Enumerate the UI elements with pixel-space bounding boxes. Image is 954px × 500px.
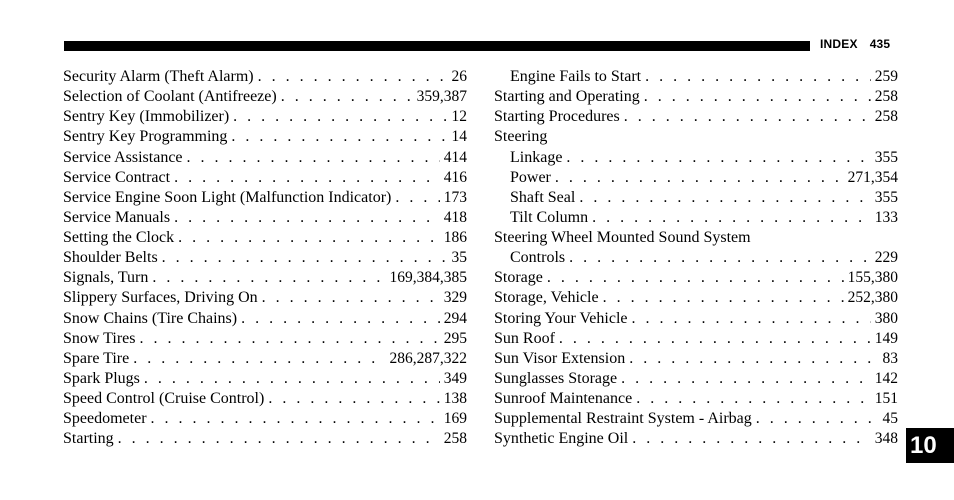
index-entry [63, 127, 467, 147]
entry-pages: 83 [882, 349, 898, 367]
dot-leader [118, 429, 440, 449]
dot-leader [632, 309, 871, 329]
entry-label: Steering [494, 128, 548, 146]
entry-label: Shaft Seal [510, 188, 576, 206]
index-column-left [63, 67, 467, 449]
index-entry [63, 67, 467, 87]
entry-label: Snow Tires [63, 329, 136, 347]
entry-label: Spark Plugs [63, 369, 140, 387]
index-entry [494, 127, 898, 147]
dot-leader [151, 409, 440, 429]
index-entry [494, 389, 898, 409]
dot-leader [174, 168, 440, 188]
entry-pages: 295 [443, 329, 467, 347]
index-entry [63, 87, 467, 107]
entry-label: Shoulder Belts [63, 249, 158, 267]
dot-leader [268, 389, 439, 409]
entry-pages: 418 [443, 208, 467, 226]
section-title: INDEX [820, 37, 858, 51]
entry-pages: 286,287,322 [389, 349, 467, 367]
dot-leader [152, 268, 385, 288]
entry-pages: 414 [443, 148, 467, 166]
entry-label: Storage [494, 269, 543, 287]
dot-leader [281, 87, 413, 107]
index-entry [494, 107, 898, 127]
entry-label: Sun Roof [494, 329, 555, 347]
entry-label: Linkage [510, 148, 563, 166]
entry-pages: 258 [874, 88, 898, 106]
dot-leader [636, 389, 871, 409]
entry-label: Sunglasses Storage [494, 369, 618, 387]
dot-leader [632, 429, 871, 449]
index-entry [494, 87, 898, 107]
entry-label: Spare Tire [63, 349, 130, 367]
index-entry [494, 168, 898, 188]
page-number: 435 [869, 37, 891, 51]
entry-label: Slippery Surfaces, Driving On [63, 289, 258, 307]
index-entry [63, 208, 467, 228]
entry-label: Sunroof Maintenance [494, 390, 633, 407]
entry-pages: 149 [874, 329, 898, 347]
entry-label: Security Alarm (Theft Alarm) [63, 68, 254, 85]
entry-pages: 252,380 [847, 289, 898, 307]
dot-leader [233, 107, 447, 127]
dot-leader [178, 228, 440, 248]
entry-label: Starting and Operating [494, 88, 640, 106]
entry-pages: 258 [874, 108, 898, 126]
index-entry [494, 349, 898, 369]
dot-leader [162, 248, 448, 268]
entry-pages: 355 [874, 148, 898, 166]
entry-pages: 169 [443, 410, 467, 428]
entry-label: Service Engine Soon Light (Malfunction Indicator) [63, 188, 392, 206]
entry-label: Engine Fails to Start [510, 68, 642, 85]
entry-pages: 359,387 [416, 88, 467, 106]
dot-leader [756, 409, 879, 429]
dot-leader [262, 288, 440, 308]
entry-label: Sentry Key (Immobilizer) [63, 108, 230, 126]
entry-pages: 380 [874, 309, 898, 327]
index-entry [63, 168, 467, 188]
index-entry [63, 309, 467, 329]
index-entry [63, 329, 467, 349]
dot-leader [644, 87, 871, 107]
dot-leader [241, 309, 440, 329]
entry-pages: 142 [874, 369, 898, 387]
index-entry [494, 369, 898, 389]
entry-pages: 329 [443, 289, 467, 307]
index-entry [63, 268, 467, 288]
entry-pages: 151 [874, 390, 898, 407]
entry-pages: 186 [443, 229, 467, 246]
entry-pages: 14 [451, 128, 467, 146]
entry-label: Snow Chains (Tire Chains) [63, 309, 238, 327]
entry-label: Starting Procedures [494, 108, 620, 126]
dot-leader [569, 248, 871, 268]
index-entry [494, 208, 898, 228]
index-entry [63, 288, 467, 308]
index-column-right [494, 67, 898, 449]
entry-pages: 35 [451, 249, 467, 267]
index-entry [494, 409, 898, 429]
entry-pages: 155,380 [847, 269, 898, 287]
index-entry [494, 228, 898, 248]
index-entry [63, 389, 467, 409]
index-entry [494, 148, 898, 168]
entry-pages: 12 [451, 108, 467, 126]
entry-pages: 45 [882, 410, 898, 428]
entry-label: Service Manuals [63, 208, 171, 226]
entry-label: Storing Your Vehicle [494, 309, 628, 327]
dot-leader [555, 168, 844, 188]
entry-pages: 133 [874, 208, 898, 226]
entry-label: Service Contract [63, 168, 171, 186]
index-entry [494, 309, 898, 329]
entry-label: Setting the Clock [63, 229, 175, 246]
entry-pages: 348 [874, 430, 898, 448]
entry-label: Power [510, 168, 551, 186]
entry-label: Speedometer [63, 410, 147, 428]
index-entry [63, 148, 467, 168]
index-entry [63, 188, 467, 208]
entry-pages: 173 [443, 188, 467, 206]
dot-leader [624, 107, 871, 127]
entry-pages: 349 [443, 369, 467, 387]
entry-pages: 294 [443, 309, 467, 327]
entry-pages: 26 [451, 68, 467, 85]
entry-pages: 258 [443, 430, 467, 448]
index-entry [494, 429, 898, 449]
entry-label: Signals, Turn [63, 269, 149, 287]
entry-label: Starting [63, 430, 114, 448]
entry-label: Controls [510, 249, 566, 267]
entry-label: Steering Wheel Mounted Sound System [494, 229, 751, 246]
dot-leader [187, 148, 440, 168]
index-entry [494, 288, 898, 308]
dot-leader [559, 329, 871, 349]
dot-leader [621, 369, 871, 389]
dot-leader [395, 188, 439, 208]
index-entry [494, 188, 898, 208]
dot-leader [645, 67, 871, 87]
index-entry [63, 369, 467, 389]
dot-leader [592, 208, 871, 228]
dot-leader [231, 127, 447, 147]
index-entry [63, 349, 467, 369]
entry-label: Speed Control (Cruise Control) [63, 390, 265, 407]
dot-leader [258, 67, 448, 87]
entry-label: Synthetic Engine Oil [494, 430, 629, 448]
dot-leader [133, 349, 385, 369]
entry-pages: 271,354 [847, 168, 898, 186]
entry-label: Service Assistance [63, 148, 183, 166]
entry-pages: 259 [874, 68, 898, 85]
entry-pages: 138 [443, 390, 467, 407]
index-entry [63, 107, 467, 127]
chapter-tab: 10 [906, 428, 954, 463]
header-rule [64, 41, 810, 51]
dot-leader [144, 369, 440, 389]
dot-leader [629, 349, 878, 369]
dot-leader [579, 188, 870, 208]
entry-label: Sentry Key Programming [63, 128, 228, 146]
dot-leader [139, 329, 439, 349]
index-entry [63, 409, 467, 429]
dot-leader [174, 208, 440, 228]
entry-label: Selection of Coolant (Antifreeze) [63, 88, 277, 106]
index-entry [63, 228, 467, 248]
entry-label: Sun Visor Extension [494, 349, 626, 367]
index-entry [494, 248, 898, 268]
index-entry [494, 67, 898, 87]
dot-leader [547, 268, 844, 288]
dot-leader [603, 288, 844, 308]
entry-pages: 169,384,385 [389, 269, 467, 287]
entry-label: Tilt Column [510, 208, 589, 226]
index-entry [63, 248, 467, 268]
entry-label: Supplemental Restraint System - Airbag [494, 410, 752, 428]
index-entry [63, 429, 467, 449]
dot-leader [566, 148, 870, 168]
running-header [820, 37, 890, 51]
entry-pages: 355 [874, 188, 898, 206]
entry-pages: 229 [874, 249, 898, 267]
entry-pages: 416 [443, 168, 467, 186]
entry-label: Storage, Vehicle [494, 289, 599, 307]
index-entry [494, 268, 898, 288]
index-entry [494, 329, 898, 349]
